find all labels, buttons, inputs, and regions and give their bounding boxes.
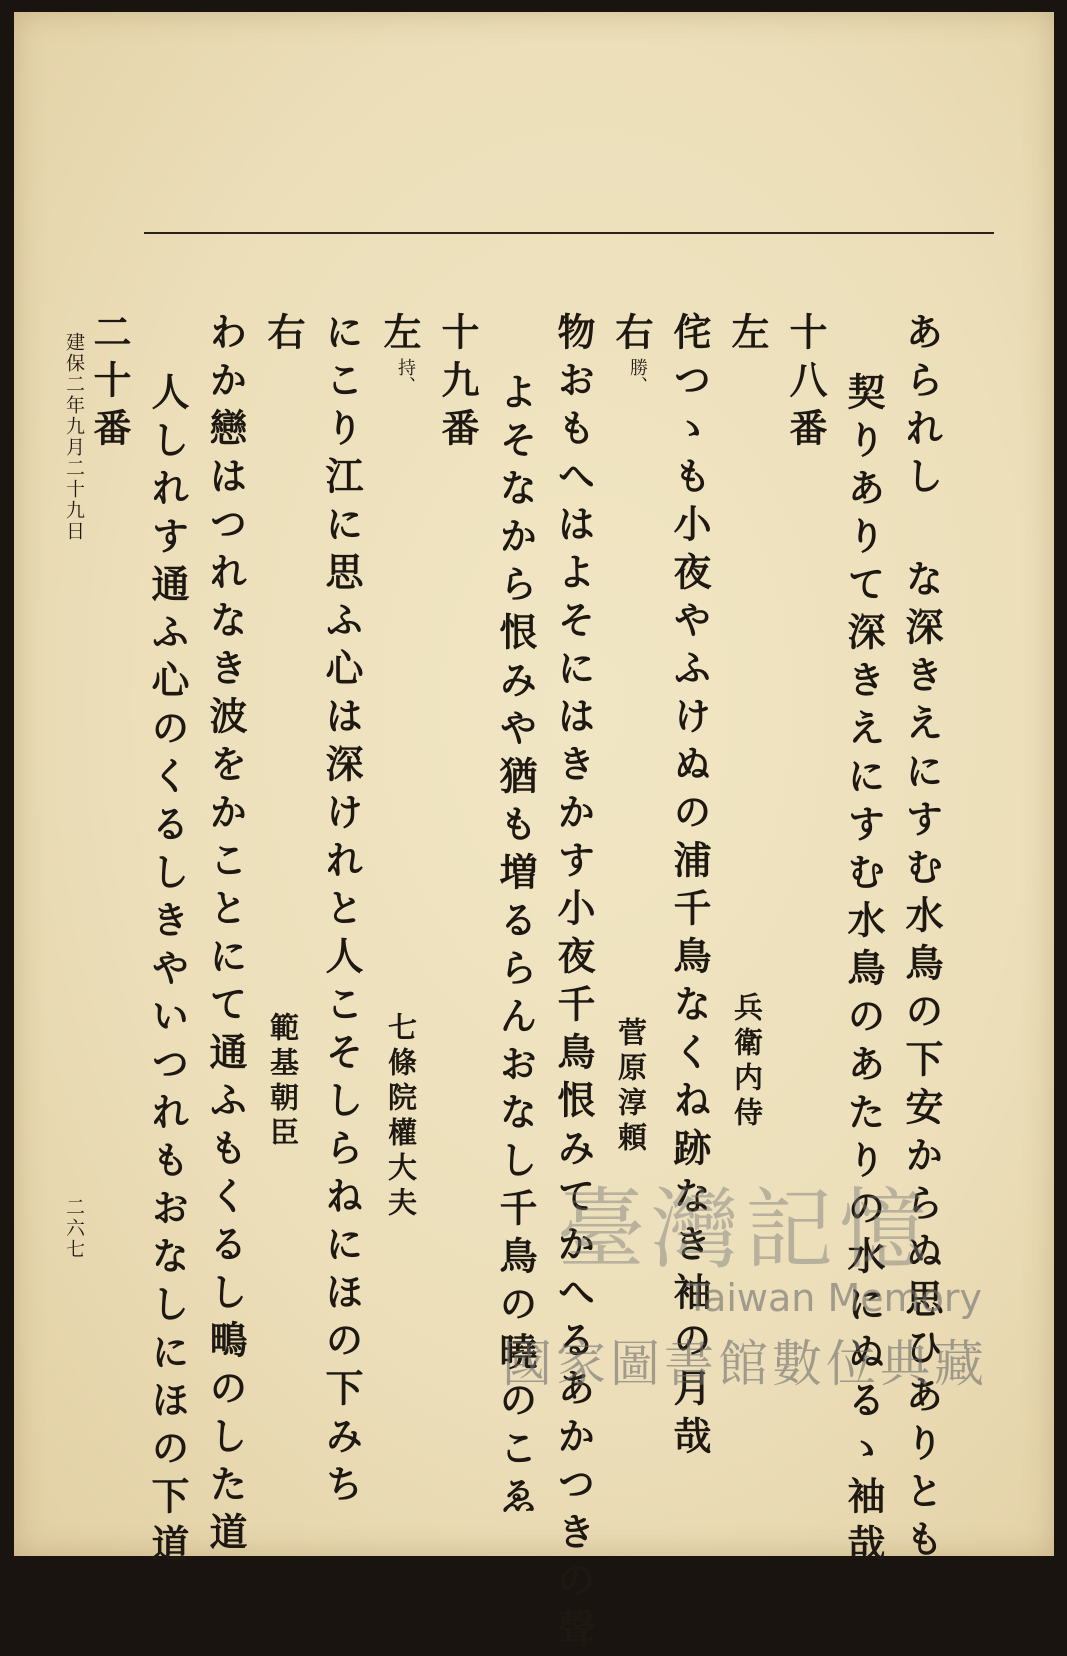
poem-line-1: あられし な深きえにすむ水鳥の下安からぬ思ひありとも <box>899 312 944 1567</box>
round-18-heading: 十八番 <box>783 312 828 456</box>
page-number: 二六七 <box>63 1197 85 1260</box>
watermark-logo: 臺灣記憶 <box>556 1178 933 1281</box>
round-18-right-author: 菅原淳頼 <box>614 1017 648 1157</box>
round-19-heading: 十九番 <box>435 312 480 456</box>
watermark <box>490 1160 1000 1420</box>
round-20-heading: 二十番 <box>87 312 132 456</box>
round-19-left-poem: にこり江に思ふ心は深けれと人こそしらねにほの下みち <box>319 312 364 1512</box>
round-19-left-verdict: 持、 <box>395 358 416 394</box>
round-19-judgement: 人しれす通ふ心のくるしきやいつれもおなしにほの下道 <box>145 372 190 1572</box>
poem-line-2: 契りありて深きえにすむ水鳥のあたりの水にぬるゝ袖哉 <box>841 372 886 1572</box>
round-19-right-label: 右 <box>261 312 306 360</box>
header-rule <box>144 232 994 234</box>
watermark-english: Taiwan Memory <box>686 1276 982 1320</box>
round-19-left-author: 七條院權大夫 <box>384 1012 418 1222</box>
round-19-left-label: 左 <box>377 312 422 360</box>
round-19-right-poem: わか戀はつれなき波をかことにて通ふもくるし鴫のした道 <box>203 312 248 1560</box>
round-18-right-verdict: 勝、 <box>627 358 648 394</box>
round-18-right-label: 右 <box>609 312 654 360</box>
round-18-judgement: よそなから恨みや猶も増るらんおなし千鳥の曉のこゑ <box>493 372 538 1524</box>
round-18-left-author: 兵衛内侍 <box>730 992 764 1132</box>
round-18-left-label: 左 <box>725 312 770 360</box>
round-19-right-author: 範基朝臣 <box>266 1012 300 1152</box>
round-18-left-poem: 侘つゝも小夜やふけぬの浦千鳥なくね跡なき袖の月哉 <box>667 312 712 1464</box>
date-line: 建保二年九月二十九日 <box>63 332 85 542</box>
watermark-chinese: 國家圖書館數位典藏 <box>502 1335 988 1393</box>
round-18-right-poem: 物おもへはよそにはきかす小夜千鳥恨みてかへるあかつきの聲 <box>551 312 596 1656</box>
